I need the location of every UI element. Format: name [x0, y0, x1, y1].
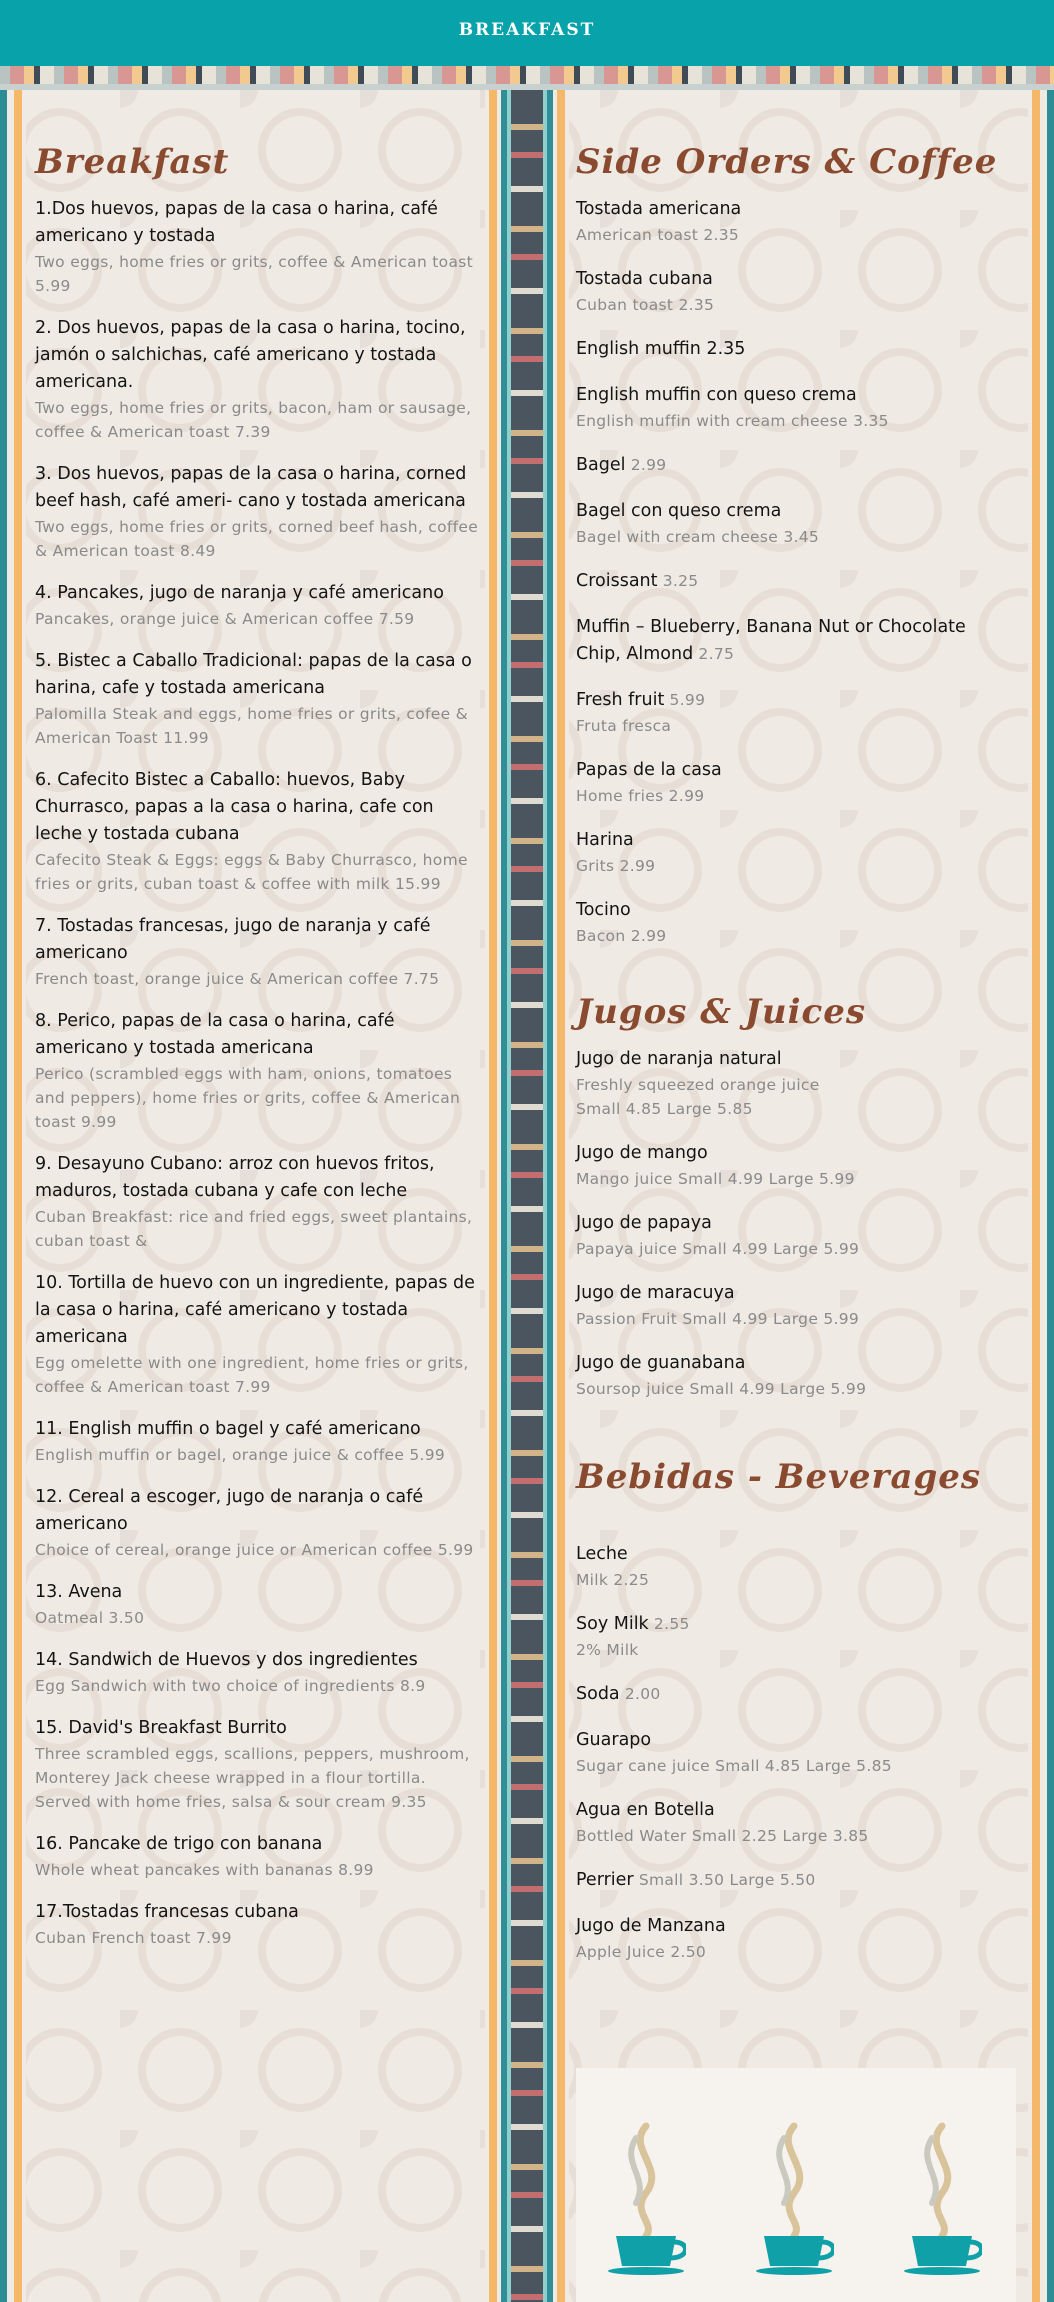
- menu-item-name: [576, 1210, 1016, 1237]
- menu-item: [576, 827, 1016, 878]
- breakfast-list: [35, 196, 480, 1950]
- menu-item-price: 2.00: [619, 1685, 661, 1703]
- menu-item-name-text: Jugo de mango: [576, 1143, 708, 1163]
- menu-item-name: [576, 382, 1016, 409]
- menu-item: [576, 614, 1016, 668]
- menu-item: [576, 1541, 1016, 1592]
- coffee-cup-icon: [606, 2118, 686, 2278]
- coffee-cups-illustration: [576, 2068, 1016, 2302]
- menu-item-description: Egg Sandwich with two choice of ingredients 8.9: [35, 1677, 426, 1695]
- breakfast-column: [35, 90, 480, 1967]
- menu-item: [35, 461, 480, 563]
- menu-item: [35, 1899, 480, 1950]
- menu-item-name-text: Croissant: [576, 571, 658, 591]
- menu-item-description: Soursop juice Small 4.99 Large 5.99: [576, 1380, 867, 1398]
- menu-item: [576, 498, 1016, 549]
- left-border: [0, 90, 26, 2302]
- menu-item-name: [576, 1541, 1016, 1568]
- menu-item-name-text: Fresh fruit: [576, 690, 665, 710]
- menu-item: [576, 897, 1016, 948]
- menu-item: [35, 1579, 480, 1630]
- menu-item-description: French toast, orange juice & American coffee 7.75: [35, 970, 440, 988]
- menu-item-name: 2. Dos huevos, papas de la casa o harina, tocino, jamón o salchichas, café americano y tostada americana.: [35, 318, 466, 392]
- juices-list: [576, 1046, 1016, 1401]
- menu-item-description: Fruta fresca: [576, 717, 672, 735]
- menu-item-description: Whole wheat pancakes with bananas 8.99: [35, 1861, 374, 1879]
- menu-item: [576, 1140, 1016, 1191]
- coffee-cup-icon: [902, 2118, 982, 2278]
- menu-item-description: Milk 2.25: [576, 1571, 650, 1589]
- menu-item-description: Home fries 2.99: [576, 787, 705, 805]
- menu-item: [35, 1831, 480, 1882]
- menu-item-description: English muffin or bagel, orange juice & coffee 5.99: [35, 1446, 446, 1464]
- menu-item-description: Egg omelette with one ingredient, home fries or grits, coffee & American toast 7.99: [35, 1354, 469, 1396]
- menu-item-name: [576, 1280, 1016, 1307]
- menu-item-name-text: Guarapo: [576, 1730, 652, 1750]
- menu-item-name: 12. Cereal a escoger, jugo de naranja o café americano: [35, 1487, 424, 1534]
- menu-item-name: 14. Sandwich de Huevos y dos ingredientes: [35, 1650, 418, 1670]
- menu-item: [35, 767, 480, 896]
- menu-item: [576, 1280, 1016, 1331]
- menu-item-description: American toast 2.35: [576, 226, 740, 244]
- menu-item-name: 4. Pancakes, jugo de naranja y café americano: [35, 583, 444, 603]
- menu-item-name: [576, 1350, 1016, 1377]
- menu-item-name-text: Bagel con queso crema: [576, 501, 782, 521]
- menu-item-name: 15. David's Breakfast Burrito: [35, 1718, 287, 1738]
- menu-item-name: [576, 1681, 1016, 1708]
- menu-item-name: 6. Cafecito Bistec a Caballo: huevos, Baby Churrasco, papas a la casa o harina, cafe con leche y tostada cubana: [35, 770, 434, 844]
- menu-item: [576, 757, 1016, 808]
- menu-item-name: 17.Tostadas francesas cubana: [35, 1902, 299, 1922]
- menu-item-description: Oatmeal 3.50: [35, 1609, 145, 1627]
- menu-item: [35, 1715, 480, 1814]
- menu-item-name: [576, 897, 1016, 924]
- menu-item-name: [576, 614, 1016, 668]
- menu-item-description: Small 4.85 Large 5.85: [576, 1100, 753, 1118]
- menu-item-description: Cuban Breakfast: rice and fried eggs, sweet plantains, cuban toast &: [35, 1208, 473, 1250]
- menu-item: [35, 1151, 480, 1253]
- menu-item: [576, 1611, 1016, 1662]
- menu-item-description: Cuban French toast 7.99: [35, 1929, 232, 1947]
- menu-item: [35, 1484, 480, 1562]
- menu-item-name-text: Soda: [576, 1684, 620, 1704]
- menu-item: [35, 1416, 480, 1467]
- menu-item: [576, 1046, 1016, 1121]
- menu-item-name-text: Jugo de guanabana: [576, 1353, 746, 1373]
- menu-item: [576, 1913, 1016, 1964]
- menu-item-description: Papaya juice Small 4.99 Large 5.99: [576, 1240, 860, 1258]
- menu-item-description: Bagel with cream cheese 3.45: [576, 528, 820, 546]
- menu-item-name: 9. Desayuno Cubano: arroz con huevos fritos, maduros, tostada cubana y cafe con leche: [35, 1154, 435, 1201]
- menu-item-name: [576, 827, 1016, 854]
- menu-item-name: 7. Tostadas francesas, jugo de naranja y café americano: [35, 916, 431, 963]
- menu-item: [576, 568, 1016, 595]
- menu-item-name-text: English muffin con queso crema: [576, 385, 857, 405]
- center-decorative-band: [485, 90, 569, 2302]
- menu-item-description: Bottled Water Small 2.25 Large 3.85: [576, 1827, 869, 1845]
- menu-item-name: 16. Pancake de trigo con banana: [35, 1834, 323, 1854]
- menu-item: [35, 1270, 480, 1399]
- menu-item-description: Choice of cereal, orange juice or American coffee 5.99: [35, 1541, 474, 1559]
- menu-item: [35, 913, 480, 991]
- menu-item-description: 2% Milk: [576, 1641, 639, 1659]
- menu-item-name-text: Tocino: [576, 900, 631, 920]
- menu-item-name: [576, 452, 1016, 479]
- menu-item: [576, 1681, 1016, 1708]
- right-border: [1028, 90, 1054, 2302]
- menu-item-description: Grits 2.99: [576, 857, 656, 875]
- menu-item-name: 5. Bistec a Caballo Tradicional: papas de la casa o harina, cafe y tostada americana: [35, 651, 472, 698]
- menu-item-name-text: Agua en Botella: [576, 1800, 715, 1820]
- header-bar: [0, 0, 1054, 66]
- menu-item-name-text: Jugo de maracuya: [576, 1283, 735, 1303]
- menu-item: [576, 1727, 1016, 1778]
- menu-item: [35, 315, 480, 444]
- sides-section-title: Side Orders & Coffee: [576, 142, 998, 182]
- menu-item-name: 3. Dos huevos, papas de la casa o harina, corned beef hash, café ameri- cano y tostada americana: [35, 464, 467, 511]
- menu-item-name: 11. English muffin o bagel y café americano: [35, 1419, 421, 1439]
- menu-item-description: Two eggs, home fries or grits, corned beef hash, coffee & American toast 8.49: [35, 518, 479, 560]
- menu-item: [576, 196, 1016, 247]
- coffee-cup-icon: [754, 2118, 834, 2278]
- menu-item-name-text: Tostada americana: [576, 199, 742, 219]
- menu-item-price: 3.25: [657, 572, 699, 590]
- menu-item-name: [576, 1727, 1016, 1754]
- menu-item-name: [576, 1140, 1016, 1167]
- menu-item-name-text: Jugo de naranja natural: [576, 1049, 782, 1069]
- menu-item-name: [576, 266, 1016, 293]
- menu-item-description: Three scrambled eggs, scallions, peppers, mushroom, Monterey Jack cheese wrapped in a flour tortilla. Served with home fries, salsa & sour cream 9.35: [35, 1745, 470, 1811]
- menu-item: [576, 382, 1016, 433]
- menu-item-description: Perico (scrambled eggs with ham, onions, tomatoes and peppers), home fries or grits, coffee & American toast 9.99: [35, 1065, 461, 1131]
- menu-item: [576, 266, 1016, 317]
- menu-item-name: 8. Perico, papas de la casa o harina, café americano y tostada americana: [35, 1011, 395, 1058]
- menu-item: [576, 687, 1016, 738]
- menu-item-name: [576, 1046, 1016, 1073]
- menu-item-name: [576, 1611, 1016, 1638]
- menu-item-name-text: Jugo de papaya: [576, 1213, 712, 1233]
- beverages-section-title: Bebidas - Beverages: [576, 1457, 982, 1497]
- menu-item-price: 5.99: [664, 691, 706, 709]
- menu-item-name: [576, 336, 1016, 363]
- menu-item-name: [576, 1867, 1016, 1894]
- menu-item-name-text: Papas de la casa: [576, 760, 722, 780]
- menu-item-name-text: Harina: [576, 830, 634, 850]
- menu-item-description: Palomilla Steak and eggs, home fries or grits, cofee & American Toast 11.99: [35, 705, 469, 747]
- beverages-list: [576, 1541, 1016, 1964]
- menu-item-description: Passion Fruit Small 4.99 Large 5.99: [576, 1310, 860, 1328]
- menu-item-description: English muffin with cream cheese 3.35: [576, 412, 889, 430]
- menu-item: [35, 196, 480, 298]
- menu-item-price: 2.99: [625, 456, 667, 474]
- sides-column: [576, 90, 1016, 1983]
- menu-item-name-text: Leche: [576, 1544, 628, 1564]
- menu-item-description: Cafecito Steak & Eggs: eggs & Baby Churrasco, home fries or grits, cuban toast & coffee with milk 15.99: [35, 851, 468, 893]
- header-title: BREAKFAST: [458, 20, 596, 40]
- menu-item: [576, 1797, 1016, 1848]
- menu-item-name: [576, 498, 1016, 525]
- menu-item-description: Two eggs, home fries or grits, bacon, ham or sausage, coffee & American toast 7.39: [35, 399, 472, 441]
- menu-item-description: Two eggs, home fries or grits, coffee & American toast 5.99: [35, 253, 474, 295]
- menu-item: [35, 1647, 480, 1698]
- menu-item-description: Freshly squeezed orange juice: [576, 1076, 820, 1094]
- sides-list: [576, 196, 1016, 948]
- menu-item-name: 10. Tortilla de huevo con un ingrediente, papas de la casa o harina, café americano y tostada americana: [35, 1273, 475, 1347]
- menu-item: [35, 1008, 480, 1134]
- menu-item-description: Apple Juice 2.50: [576, 1943, 707, 1961]
- menu-item-name-text: Muffin – Blueberry, Banana Nut or Chocolate Chip, Almond: [576, 617, 966, 664]
- menu-item-name-text: Soy Milk: [576, 1614, 649, 1634]
- menu-item: [35, 580, 480, 631]
- juices-section-title: Jugos & Juices: [576, 992, 866, 1032]
- menu-item-description: Sugar cane juice Small 4.85 Large 5.85: [576, 1757, 892, 1775]
- menu-item-name: [576, 1797, 1016, 1824]
- decorative-tile-strip: [0, 66, 1054, 90]
- menu-item-name-text: Bagel: [576, 455, 626, 475]
- menu-item-name: [576, 757, 1016, 784]
- menu-item-description: Pancakes, orange juice & American coffee 7.59: [35, 610, 415, 628]
- menu-item-name-text: English muffin 2.35: [576, 339, 746, 359]
- menu-item: [576, 452, 1016, 479]
- menu-item-name-text: Tostada cubana: [576, 269, 713, 289]
- menu-item-name: 13. Avena: [35, 1582, 123, 1602]
- menu-item: [576, 1350, 1016, 1401]
- menu-item-description: Mango juice Small 4.99 Large 5.99: [576, 1170, 855, 1188]
- menu-item-name-text: Jugo de Manzana: [576, 1916, 726, 1936]
- menu-item-name: [576, 196, 1016, 223]
- menu-item-name: [576, 1913, 1016, 1940]
- menu-item-description: Bacon 2.99: [576, 927, 667, 945]
- menu-item: [576, 1210, 1016, 1261]
- menu-item: [576, 1867, 1016, 1894]
- menu-item-price: Small 3.50 Large 5.50: [633, 1871, 816, 1889]
- menu-item-name: 1.Dos huevos, papas de la casa o harina, café americano y tostada: [35, 199, 438, 246]
- menu-item-description: Cuban toast 2.35: [576, 296, 715, 314]
- breakfast-section-title: Breakfast: [35, 142, 230, 182]
- menu-item-price: 2.55: [648, 1615, 690, 1633]
- menu-item-name-text: Perrier: [576, 1870, 634, 1890]
- menu-item: [576, 336, 1016, 363]
- menu-item-price: 2.75: [693, 645, 735, 663]
- menu-item-name: [576, 687, 1016, 714]
- menu-item-name: [576, 568, 1016, 595]
- menu-item: [35, 648, 480, 750]
